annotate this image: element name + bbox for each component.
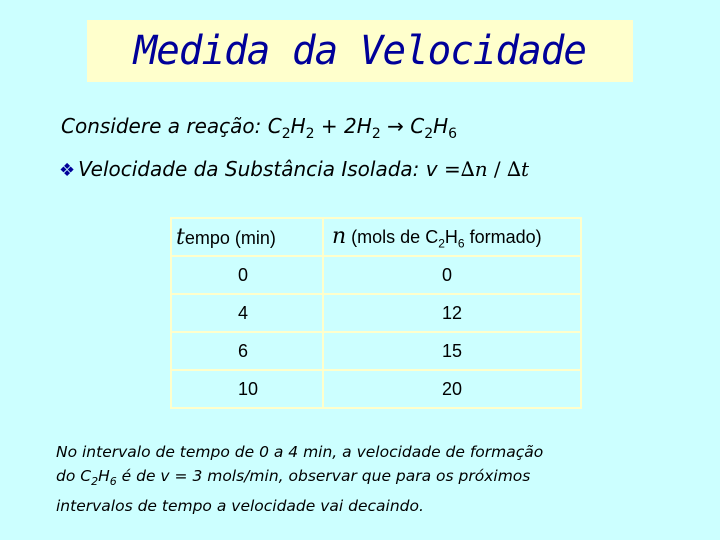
cell-mols: 20 — [323, 370, 581, 408]
subscript: 2 — [371, 126, 381, 142]
note-line-2 — [56, 464, 696, 494]
table-row — [171, 332, 581, 370]
cell-tempo: 4 — [171, 294, 323, 332]
header-mols-suffix: formado) — [464, 226, 542, 247]
formula-slash: / — [487, 157, 508, 181]
header-mols-label: (mols de C — [346, 226, 439, 247]
reactant-2 — [314, 114, 381, 142]
element-symbol: H — [444, 226, 458, 247]
cell-tempo: 0 — [171, 256, 323, 294]
subscript: 2 — [91, 475, 99, 489]
plus-reactant: + 2H — [314, 114, 372, 138]
note-line-2-suffix: é de v = 3 mols/min, observar que para os próximos — [116, 467, 531, 485]
reaction-prefix: Considere a reação: — [61, 114, 268, 138]
reactant-1 — [267, 114, 315, 142]
velocity-definition-text: Velocidade da Substância Isolada: v = — [78, 157, 461, 181]
cell-mols: 12 — [323, 294, 581, 332]
diamond-bullet-icon: ❖ — [59, 160, 76, 181]
subscript: 6 — [448, 126, 458, 142]
page-title: Medida da Velocidade — [133, 28, 587, 74]
header-variable-t: t — [176, 224, 185, 250]
note-line-1: No intervalo de tempo de 0 a 4 min, a velocidade de formação — [56, 443, 544, 461]
delta-symbol: ∆ — [460, 157, 475, 181]
element-symbol: C — [410, 114, 425, 138]
subscript: 6 — [457, 236, 465, 251]
subscript: 2 — [305, 126, 315, 142]
header-variable-n: n — [332, 223, 347, 249]
delta-symbol: ∆ — [507, 157, 521, 181]
table-row — [171, 370, 581, 408]
subscript: 6 — [109, 475, 117, 489]
velocity-definition — [59, 157, 529, 181]
cell-mols: 15 — [323, 332, 581, 370]
subscript: 2 — [281, 126, 291, 142]
note-line-3: intervalos de tempo a velocidade vai decaindo. — [56, 497, 424, 516]
header-mols — [323, 218, 581, 256]
element-symbol: C — [267, 114, 282, 138]
element-symbol: H — [433, 114, 449, 138]
cell-tempo: 10 — [171, 370, 323, 408]
cell-mols: 0 — [323, 256, 581, 294]
note-line-2-prefix: do C — [56, 467, 92, 485]
element-symbol: H — [290, 114, 306, 138]
velocity-formula — [461, 157, 529, 181]
product — [410, 114, 458, 142]
subscript: 2 — [438, 236, 445, 251]
formula-t: t — [521, 157, 530, 181]
header-tempo-label: empo (min) — [184, 227, 276, 248]
reaction-arrow: → — [380, 114, 411, 138]
title-box — [87, 20, 633, 82]
element-symbol: H — [98, 467, 110, 485]
cell-tempo: 6 — [171, 332, 323, 370]
subscript: 2 — [424, 126, 434, 142]
reaction-line — [61, 114, 457, 142]
table-row — [171, 294, 581, 332]
data-table — [170, 217, 582, 409]
table-row — [171, 256, 581, 294]
table-header-row — [171, 218, 581, 256]
conclusion-note — [56, 440, 696, 518]
header-tempo — [171, 218, 323, 256]
formula-n: n — [474, 157, 488, 181]
